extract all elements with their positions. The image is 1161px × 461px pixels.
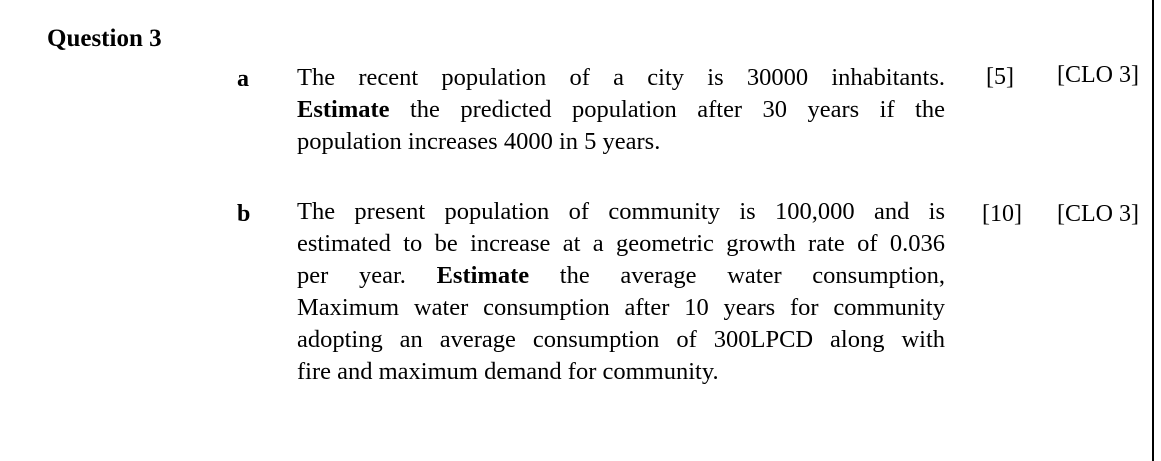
part-a-letter: a [237, 66, 249, 92]
part-a-line-3: population increases 4000 in 5 years. [297, 128, 661, 155]
part-b-line-4: Maximum water consumption after 10 years for community [297, 294, 945, 321]
part-b-line-1: The present population of community is 100,000 and is [297, 198, 945, 225]
estimate-keyword: Estimate [436, 262, 530, 289]
part-b-line-5: adopting an average consumption of 300LPCD along with [297, 326, 945, 353]
part-b-letter: b [237, 201, 251, 227]
part-a-marks: [5] [986, 64, 1014, 90]
part-a-line-1: The recent population of a city is 30000 inhabitants. [297, 64, 945, 91]
question-title: Question 3 [47, 25, 162, 52]
part-b-text [297, 196, 945, 388]
right-border-line [1152, 0, 1154, 461]
part-b-line-2: estimated to be increase at a geometric growth rate of 0.036 [297, 230, 945, 257]
part-a-line-2: Estimate the predicted population after 30 years if the [297, 96, 945, 123]
part-b-line-3: per year. Estimate the average water consumption, [297, 262, 945, 289]
part-a-text [297, 62, 945, 158]
estimate-keyword: Estimate [297, 96, 390, 123]
part-b-marks: [10] [982, 201, 1022, 227]
part-a-clo: [CLO 3] [1057, 62, 1139, 88]
part-b-clo: [CLO 3] [1057, 201, 1139, 227]
part-b-line-6: fire and maximum demand for community. [297, 358, 719, 385]
